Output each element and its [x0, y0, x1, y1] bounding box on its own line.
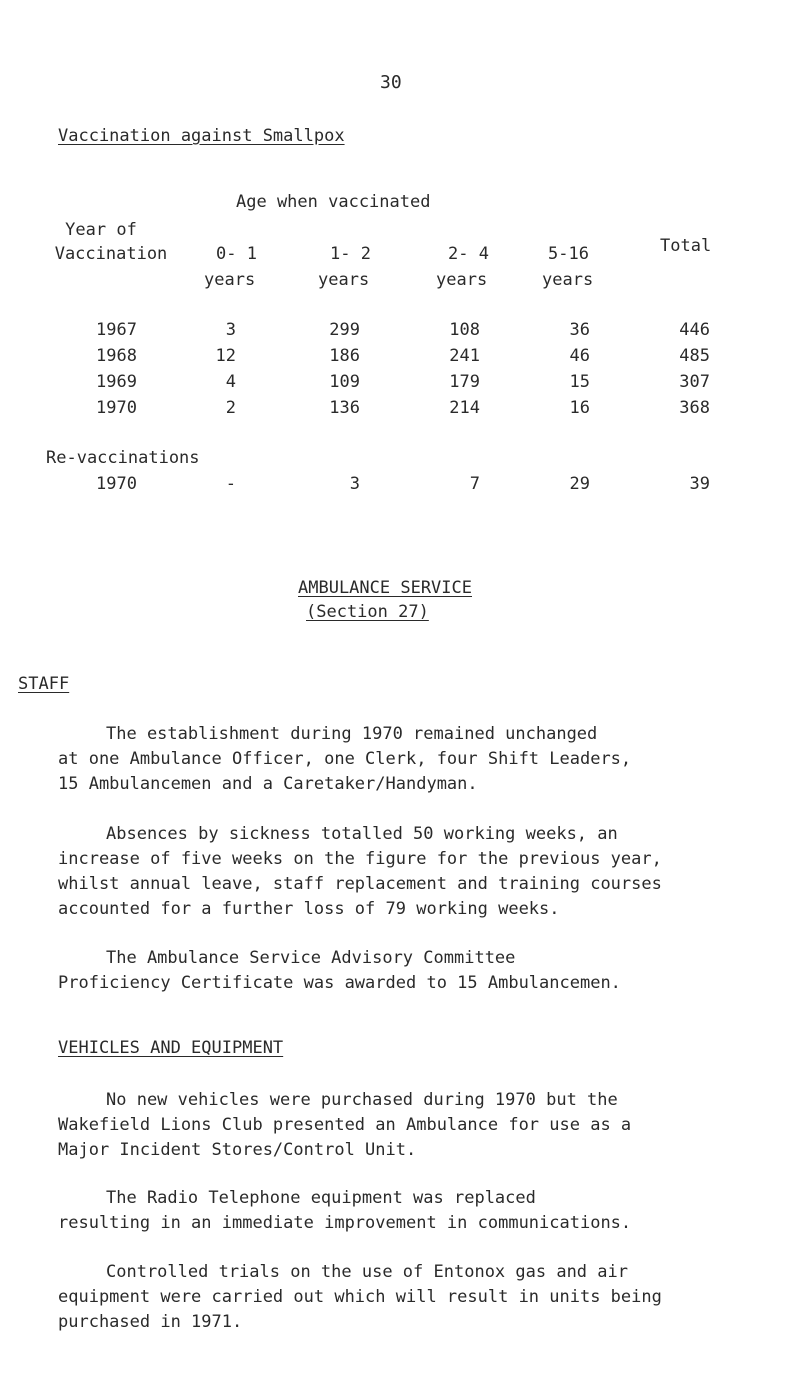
staff-paragraph-proficiency: The Ambulance Service Advisory Committee Proficiency Certificate was awarded to 15 Ambulancemen. — [58, 948, 621, 993]
row-year: 1970 — [96, 398, 137, 418]
cell-age-0-1: - — [225, 474, 236, 494]
section-reference: (Section 27) — [306, 602, 429, 622]
vehicles-paragraph-radio: The Radio Telephone equipment was replaced resulting in an immediate improvement in communications. — [58, 1188, 632, 1233]
cell-age-5-16: 16 — [569, 398, 590, 418]
page-number: 30 — [380, 72, 402, 93]
cell-age-2-4: 7 — [469, 474, 480, 494]
revaccinations-label: Re-vaccinations — [46, 448, 200, 468]
cell-age-5-16: 29 — [569, 474, 590, 494]
cell-age-2-4: 241 — [449, 346, 480, 366]
staff-paragraph-establishment: The establishment during 1970 remained unchanged at one Ambulance Officer, one Clerk, four Shift Leaders, 15 Ambulancemen and a Caretaker/Handyman. — [58, 724, 632, 794]
age-group-5-16-label: 5-16 — [548, 244, 589, 264]
vehicles-heading: VEHICLES AND EQUIPMENT — [58, 1038, 284, 1058]
cell-age-1-2: 109 — [329, 372, 360, 392]
cell-age-1-2: 299 — [329, 320, 360, 340]
vehicles-paragraph-lions-club: No new vehicles were purchased during 1970 but the Wakefield Lions Club presented an Ambulance for use as a Major Incident Stores/Control Unit. — [58, 1090, 632, 1160]
year-header-2: Vaccination — [54, 244, 168, 264]
vehicles-paragraph-entonox: Controlled trials on the use of Entonox gas and air equipment were carried out which will result in units being purchased in 1971. — [58, 1262, 662, 1332]
cell-age-1-2: 186 — [329, 346, 360, 366]
age-group-0-1-label: 0- 1 — [216, 244, 257, 264]
cell-age-0-1: 4 — [225, 372, 236, 392]
cell-age-0-1: 3 — [225, 320, 236, 340]
ambulance-title: AMBULANCE SERVICE — [298, 578, 472, 598]
cell-total: 307 — [679, 372, 710, 392]
total-header: Total — [660, 236, 712, 256]
row-year: 1969 — [96, 372, 137, 392]
cell-age-0-1: 12 — [215, 346, 236, 366]
cell-age-0-1: 2 — [225, 398, 236, 418]
cell-age-1-2: 3 — [349, 474, 360, 494]
age-group-1-2-label: 1- 2 — [330, 244, 371, 264]
cell-total: 39 — [689, 474, 710, 494]
age-group-header: Age when vaccinated — [236, 192, 431, 212]
age-group-0-1-unit: years — [204, 270, 256, 290]
age-group-2-4-unit: years — [436, 270, 488, 290]
cell-total: 485 — [679, 346, 710, 366]
cell-age-5-16: 15 — [569, 372, 590, 392]
cell-age-2-4: 179 — [449, 372, 480, 392]
staff-paragraph-absences: Absences by sickness totalled 50 working weeks, an increase of five weeks on the figure for the previous year, whilst annual leave, staff replacement and training courses accounted for a further loss of 79 working weeks. — [58, 824, 662, 919]
cell-total: 446 — [679, 320, 710, 340]
cell-age-5-16: 46 — [569, 346, 590, 366]
age-group-5-16-unit: years — [542, 270, 594, 290]
cell-age-1-2: 136 — [329, 398, 360, 418]
cell-age-5-16: 36 — [569, 320, 590, 340]
row-year: 1968 — [96, 346, 137, 366]
row-year: 1967 — [96, 320, 137, 340]
cell-age-2-4: 108 — [449, 320, 480, 340]
age-group-1-2-unit: years — [318, 270, 370, 290]
age-group-2-4-label: 2- 4 — [448, 244, 489, 264]
vaccination-title: Vaccination against Smallpox — [58, 126, 345, 146]
staff-heading: STAFF — [18, 674, 70, 694]
cell-total: 368 — [679, 398, 710, 418]
row-year: 1970 — [96, 474, 137, 494]
year-header-1: Year of — [65, 220, 137, 240]
cell-age-2-4: 214 — [449, 398, 480, 418]
